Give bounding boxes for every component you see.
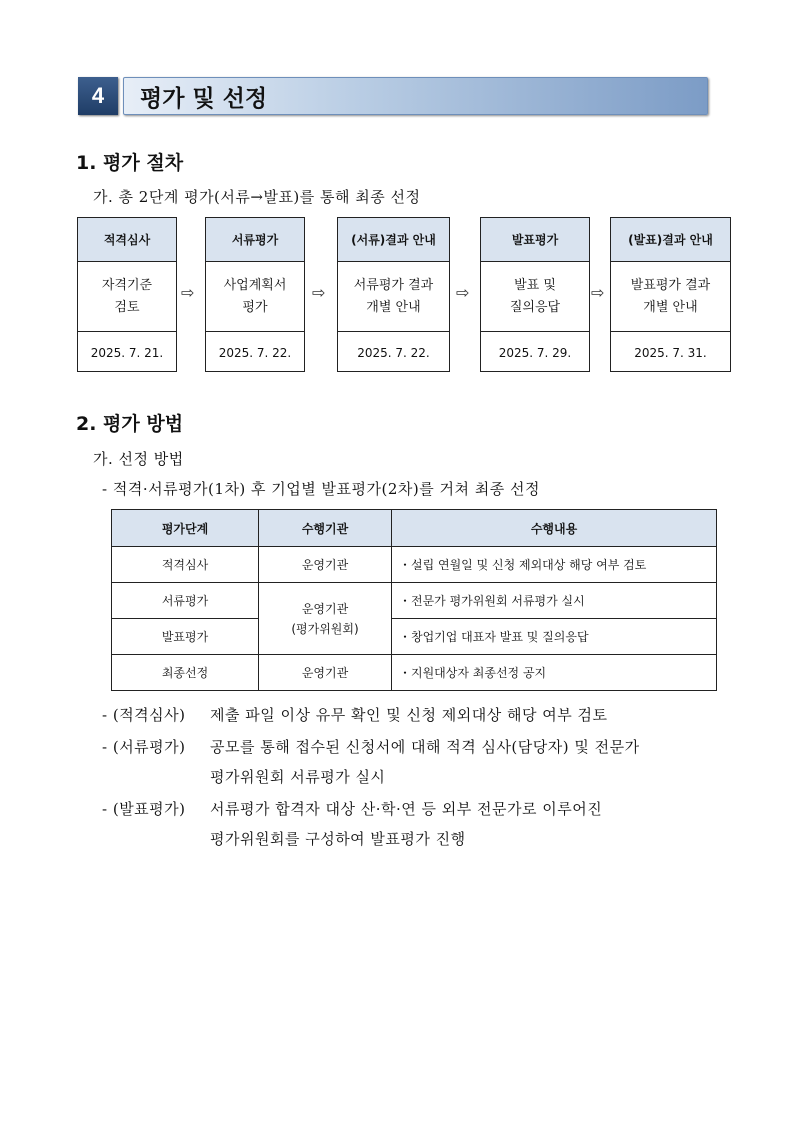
selection-method-label: 가. 선정 방법 bbox=[93, 450, 184, 468]
table-cell-stage: 최종선정 bbox=[112, 655, 259, 691]
note-text: 공모를 통해 접수된 신청서에 대해 적격 심사(담당자) 및 전문가 bbox=[210, 738, 640, 756]
process-step-body: 서류평가 결과 개별 안내 bbox=[338, 262, 449, 332]
table-cell-stage: 발표평가 bbox=[112, 619, 259, 655]
table-cell-stage: 서류평가 bbox=[112, 583, 259, 619]
table-row bbox=[112, 655, 717, 691]
section-number: 4 bbox=[78, 77, 118, 115]
table-header-row bbox=[112, 510, 717, 547]
note-label: - (서류평가) bbox=[102, 738, 186, 756]
heading-evaluation-procedure: 1. 평가 절차 bbox=[76, 152, 184, 174]
note-text-continued: 평가위원회를 구성하여 발표평가 진행 bbox=[210, 830, 466, 848]
note-text-continued: 평가위원회 서류평가 실시 bbox=[210, 768, 386, 786]
table-cell-org: 운영기관 bbox=[259, 655, 392, 691]
process-step-body: 사업계획서 평가 bbox=[206, 262, 304, 332]
process-step-date: 2025. 7. 31. bbox=[634, 345, 707, 360]
table-row bbox=[112, 583, 717, 619]
process-step-head: 발표평가 bbox=[481, 218, 589, 262]
process-step-head: 적격심사 bbox=[78, 218, 176, 262]
table-cell-content: ・설립 연월일 및 신청 제외대상 해당 여부 검토 bbox=[392, 547, 717, 583]
section-banner bbox=[78, 77, 708, 115]
note-text: 서류평가 합격자 대상 산·학·연 등 외부 전문가로 이루어진 bbox=[210, 800, 603, 818]
process-step-date: 2025. 7. 22. bbox=[357, 345, 430, 360]
table-cell-content: ・창업기업 대표자 발표 및 질의응답 bbox=[392, 619, 717, 655]
evaluation-table bbox=[111, 509, 717, 691]
note-label: - (발표평가) bbox=[102, 800, 186, 818]
table-header: 평가단계 bbox=[112, 510, 259, 547]
arrow-icon: ⇨ bbox=[591, 283, 605, 302]
table-cell-content: ・지원대상자 최종선정 공지 bbox=[392, 655, 717, 691]
arrow-icon: ⇨ bbox=[312, 283, 326, 302]
process-step-date: 2025. 7. 29. bbox=[498, 345, 572, 360]
table-header: 수행기관 bbox=[259, 510, 392, 547]
process-step-body: 자격기준 검토 bbox=[78, 262, 176, 332]
table-header: 수행내용 bbox=[392, 510, 717, 547]
note-text: 제출 파일 이상 유무 확인 및 신청 제외대상 해당 여부 검토 bbox=[210, 706, 608, 724]
process-step-head: (서류)결과 안내 bbox=[338, 218, 449, 262]
table-cell-content: ・전문가 평가위원회 서류평가 실시 bbox=[392, 583, 717, 619]
table-row bbox=[112, 547, 717, 583]
arrow-icon: ⇨ bbox=[456, 283, 470, 302]
table-cell-org: 운영기관 bbox=[259, 547, 392, 583]
table-cell-org: 운영기관 (평가위원회) bbox=[259, 583, 392, 655]
process-step-body: 발표평가 결과 개별 안내 bbox=[611, 262, 730, 332]
table-cell-stage: 적격심사 bbox=[112, 547, 259, 583]
process-step bbox=[610, 217, 731, 372]
heading-evaluation-method: 2. 평가 방법 bbox=[76, 413, 184, 435]
procedure-summary: 가. 총 2단계 평가(서류→발표)를 통해 최종 선정 bbox=[93, 188, 421, 206]
process-step bbox=[205, 217, 305, 372]
process-step bbox=[480, 217, 590, 372]
process-step bbox=[337, 217, 450, 372]
arrow-icon: ⇨ bbox=[181, 283, 195, 302]
process-step-body: 발표 및 질의응답 bbox=[481, 262, 589, 332]
table-row bbox=[112, 619, 717, 655]
note-label: - (적격심사) bbox=[102, 706, 186, 724]
process-step-head: 서류평가 bbox=[206, 218, 304, 262]
process-step-head: (발표)결과 안내 bbox=[611, 218, 730, 262]
process-step-date: 2025. 7. 22. bbox=[218, 345, 292, 360]
process-step-date: 2025. 7. 21. bbox=[90, 345, 164, 360]
selection-method-text: - 적격·서류평가(1차) 후 기업별 발표평가(2차)를 거쳐 최종 선정 bbox=[102, 480, 540, 498]
process-step bbox=[77, 217, 177, 372]
section-title: 평가 및 선정 bbox=[140, 86, 268, 112]
